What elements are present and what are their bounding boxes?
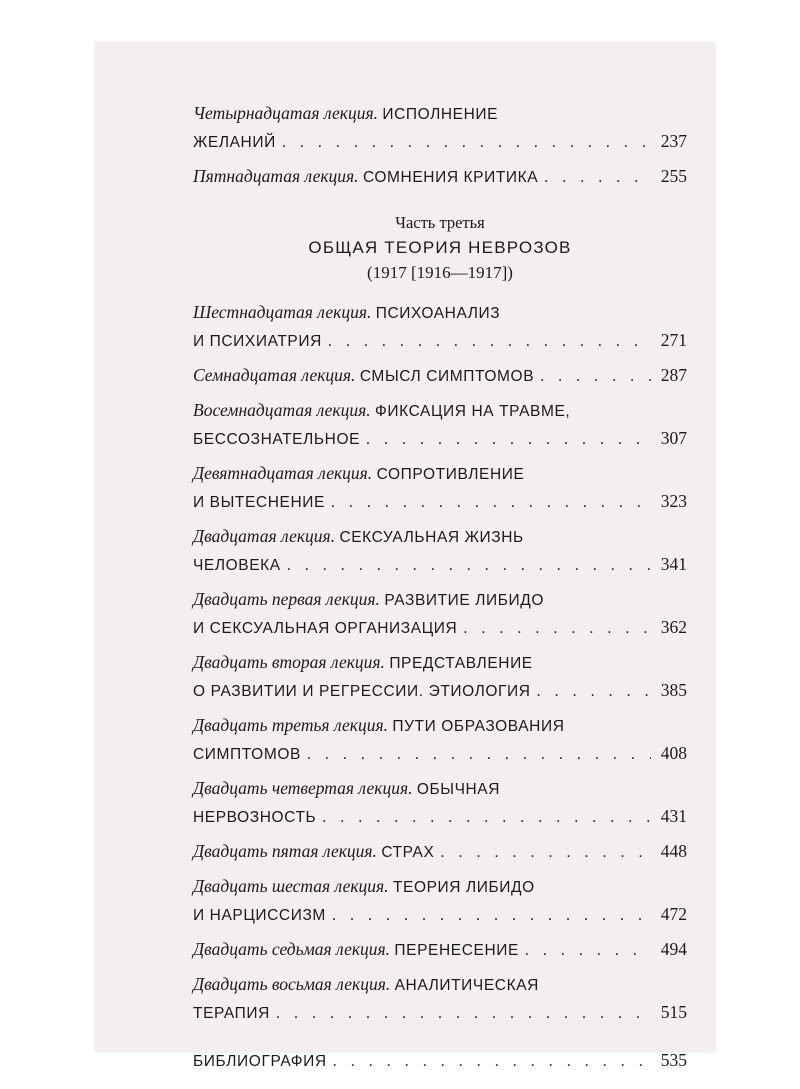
lecture-topic-continued: И СЕКСУАЛЬНАЯ ОРГАНИЗАЦИЯ [193, 620, 458, 637]
lecture-topic: ПУТИ ОБРАЗОВАНИЯ [392, 718, 565, 735]
page-number: 472 [660, 904, 687, 924]
page-number: 237 [660, 131, 687, 151]
page-number: 255 [660, 166, 687, 186]
dot-leader [333, 1049, 651, 1075]
bibliography-label: БИБЛИОГРАФИЯ [193, 1053, 327, 1070]
toc-entry [193, 873, 687, 929]
toc-entry [193, 397, 687, 453]
toc-entry-heading [193, 775, 687, 803]
toc-entry-continuation [193, 327, 687, 355]
lecture-topic-continued: ТЕРАПИЯ [193, 1005, 270, 1022]
lecture-number: Двадцать первая лекция. [193, 589, 380, 609]
lecture-number: Девятнадцатая лекция. [193, 463, 373, 483]
toc-entry-heading [193, 873, 687, 901]
lecture-number: Шестнадцатая лекция. [193, 302, 372, 322]
lecture-topic: СОМНЕНИЯ КРИТИКА [362, 169, 539, 186]
toc-entry-continuation [193, 999, 687, 1027]
dot-leader [328, 329, 651, 355]
toc-entry [193, 586, 687, 642]
toc-entry-continuation [193, 803, 687, 831]
toc-entry-continuation [193, 740, 687, 768]
page-number: 362 [660, 617, 687, 637]
toc-entry-heading [193, 586, 687, 614]
toc-entry [193, 362, 687, 390]
lecture-number: Двадцать седьмая лекция. [193, 939, 391, 959]
lecture-topic: ОБЫЧНАЯ [416, 781, 501, 798]
toc-entry-heading [193, 649, 687, 677]
page-number: 494 [660, 939, 687, 959]
lecture-topic: СМЫСЛ СИМПТОМОВ [359, 368, 535, 385]
lecture-number: Двадцать третья лекция. [193, 715, 388, 735]
dot-leader [282, 130, 651, 156]
dot-leader [332, 903, 651, 929]
toc-entry [193, 775, 687, 831]
lecture-topic-continued: НЕРВОЗНОСТЬ [193, 809, 317, 826]
toc-entry-heading [193, 397, 687, 425]
lecture-topic-continued: БЕССОЗНАТЕЛЬНОЕ [193, 431, 361, 448]
toc-entry [193, 971, 687, 1027]
lecture-number: Двадцать пятая лекция. [193, 841, 377, 861]
toc-entry [193, 712, 687, 768]
lecture-number: Двадцать восьмая лекция. [193, 974, 391, 994]
dot-leader [307, 742, 651, 768]
lecture-topic: СТРАХ [381, 844, 435, 861]
lecture-topic-continued: ЧЕЛОВЕКА [193, 557, 281, 574]
dot-leader [440, 840, 651, 866]
dot-leader [276, 1001, 651, 1027]
toc-list [193, 299, 687, 1027]
lecture-topic: ФИКСАЦИЯ НА ТРАВМЕ, [375, 403, 571, 420]
lecture-topic-continued: И ПСИХИАТРИЯ [193, 333, 322, 350]
lecture-topic-continued: И ВЫТЕСНЕНИЕ [193, 494, 325, 511]
toc-entry-heading [193, 460, 687, 488]
lecture-topic: ИСПОЛНЕНИЕ [382, 106, 499, 123]
dot-leader [322, 805, 651, 831]
page-number: 385 [660, 680, 687, 700]
part-years: (1917 [1916—1917]) [367, 263, 513, 282]
lecture-topic-continued: СИМПТОМОВ [193, 746, 301, 763]
lecture-number: Двадцать шестая лекция. [193, 876, 389, 896]
part-label: Часть третья [395, 213, 485, 232]
toc-entry-heading [193, 936, 687, 964]
lecture-topic: ПРЕДСТАВЛЕНИЕ [389, 655, 533, 672]
page-number: 287 [660, 365, 687, 385]
toc-entry-continuation [193, 488, 687, 516]
lecture-number: Двадцать вторая лекция. [193, 652, 385, 672]
toc-entry-heading [193, 299, 687, 327]
toc-entry-heading [193, 362, 687, 390]
page-number: 535 [660, 1050, 687, 1070]
toc-entry-heading [193, 1047, 687, 1075]
dot-leader [366, 427, 651, 453]
toc-entry [193, 460, 687, 516]
lecture-number: Семнадцатая лекция. [193, 365, 356, 385]
lecture-topic: ПЕРЕНЕСЕНИЕ [394, 942, 519, 959]
toc-entry-continuation [193, 901, 687, 929]
page-number: 271 [660, 330, 687, 350]
lecture-topic: РАЗВИТИЕ ЛИБИДО [384, 592, 545, 609]
page-number: 431 [660, 806, 687, 826]
toc-entry-continuation [193, 128, 687, 156]
lecture-topic-continued: ЖЕЛАНИЙ [193, 134, 276, 151]
toc-entry-continuation [193, 425, 687, 453]
toc-entry-heading [193, 971, 687, 999]
part-heading [193, 211, 687, 285]
toc-entry-heading [193, 712, 687, 740]
dot-leader [544, 165, 651, 191]
page-number: 323 [660, 491, 687, 511]
lecture-topic: ПСИХОАНАЛИЗ [375, 305, 501, 322]
lecture-topic: СЕКСУАЛЬНАЯ ЖИЗНЬ [339, 529, 524, 546]
lecture-topic-continued: О РАЗВИТИИ И РЕГРЕССИИ. ЭТИОЛОГИЯ [193, 683, 531, 700]
dot-leader [331, 490, 651, 516]
toc-entry-15 [193, 163, 687, 191]
toc-entry [193, 299, 687, 355]
page-number: 408 [660, 743, 687, 763]
page-number: 307 [660, 428, 687, 448]
toc-entry [193, 936, 687, 964]
lecture-number: Двадцать четвертая лекция. [193, 778, 413, 798]
dot-leader [525, 938, 651, 964]
dot-leader [287, 553, 651, 579]
table-of-contents [193, 100, 687, 1075]
toc-entry-continuation [193, 614, 687, 642]
lecture-number: Восемнадцатая лекция. [193, 400, 371, 420]
toc-entry [193, 838, 687, 866]
lecture-topic: ТЕОРИЯ ЛИБИДО [392, 879, 535, 896]
page-number: 448 [660, 841, 687, 861]
lecture-topic: СОПРОТИВЛЕНИЕ [376, 466, 525, 483]
book-page [95, 42, 715, 1070]
toc-entry [193, 649, 687, 705]
page-number: 515 [660, 1002, 687, 1022]
lecture-topic: АНАЛИТИЧЕСКАЯ [394, 977, 539, 994]
dot-leader [540, 364, 651, 390]
page-number: 341 [660, 554, 687, 574]
toc-entry [193, 523, 687, 579]
lecture-number: Пятнадцатая лекция. [193, 166, 359, 186]
toc-entry-14 [193, 100, 687, 156]
toc-entry-bibliography [193, 1047, 687, 1075]
lecture-number: Четырнадцатая лекция. [193, 103, 378, 123]
toc-entry-continuation [193, 677, 687, 705]
dot-leader [463, 616, 651, 642]
lecture-topic-continued: И НАРЦИССИЗМ [193, 907, 326, 924]
toc-entry-heading [193, 100, 687, 128]
dot-leader [537, 679, 651, 705]
toc-entry-continuation [193, 551, 687, 579]
toc-entry-heading [193, 163, 687, 191]
toc-entry-heading [193, 523, 687, 551]
toc-entry-heading [193, 838, 687, 866]
lecture-number: Двадцатая лекция. [193, 526, 336, 546]
part-title: ОБЩАЯ ТЕОРИЯ НЕВРОЗОВ [308, 238, 572, 257]
